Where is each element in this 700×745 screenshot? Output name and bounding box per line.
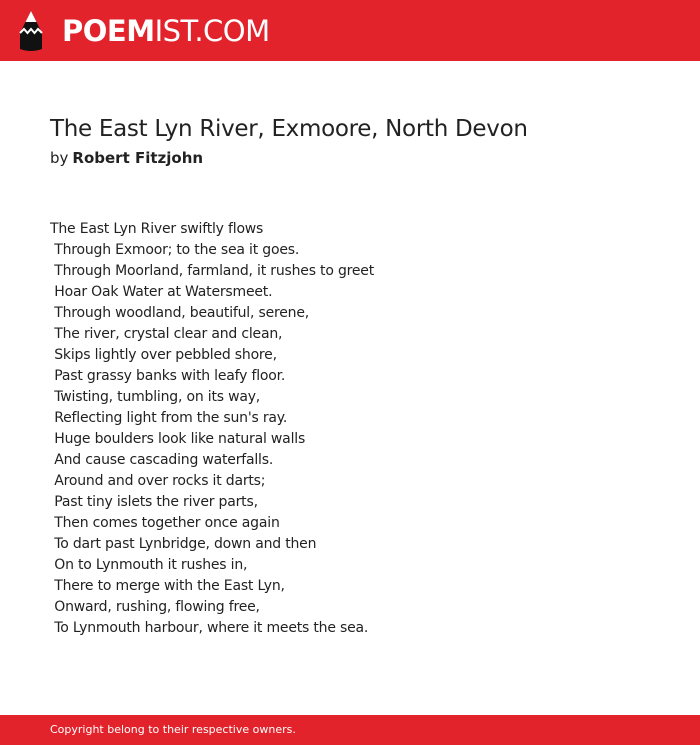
- by-label: by: [50, 149, 69, 167]
- poem-body: [50, 219, 374, 639]
- logo-bold-text: POEM: [62, 14, 155, 48]
- site-footer: [0, 715, 700, 745]
- poem-line: Through woodland, beautiful, serene,: [50, 305, 309, 321]
- site-header: [0, 0, 700, 61]
- poem-line: Reflecting light from the sun's ray.: [50, 410, 288, 426]
- poem-line: And cause cascading waterfalls.: [50, 452, 274, 468]
- poem-line: Through Exmoor; to the sea it goes.: [50, 242, 300, 258]
- poem-line: Huge boulders look like natural walls: [50, 431, 306, 447]
- poem-line: There to merge with the East Lyn,: [50, 578, 285, 594]
- copyright-text: Copyright belong to their respective owners.: [50, 723, 296, 736]
- poem-line: Twisting, tumbling, on its way,: [50, 389, 261, 405]
- poem-line: Hoar Oak Water at Watersmeet.: [50, 284, 273, 300]
- poem-line: The river, crystal clear and clean,: [50, 326, 283, 342]
- poem-line: On to Lynmouth it rushes in,: [50, 557, 248, 573]
- byline: [50, 149, 203, 167]
- poem-line: Past tiny islets the river parts,: [50, 494, 258, 510]
- pencil-icon[interactable]: [17, 9, 45, 52]
- author-name: Robert Fitzjohn: [72, 149, 204, 167]
- poem-line: Onward, rushing, flowing free,: [50, 599, 260, 615]
- poem-line: The East Lyn River swiftly flows: [50, 221, 264, 237]
- poem-title: The East Lyn River, Exmoore, North Devon: [50, 116, 528, 142]
- poem-line: Through Moorland, farmland, it rushes to greet: [50, 263, 374, 279]
- poem-line: Skips lightly over pebbled shore,: [50, 347, 277, 363]
- poem-line: Then comes together once again: [50, 515, 280, 531]
- poem-line: Past grassy banks with leafy floor.: [50, 368, 286, 384]
- poem-line: To dart past Lynbridge, down and then: [50, 536, 317, 552]
- site-logo[interactable]: [62, 13, 270, 49]
- logo-light-text: IST.COM: [154, 14, 270, 48]
- poem-line: Around and over rocks it darts;: [50, 473, 266, 489]
- poem-line: To Lynmouth harbour, where it meets the sea.: [50, 620, 369, 636]
